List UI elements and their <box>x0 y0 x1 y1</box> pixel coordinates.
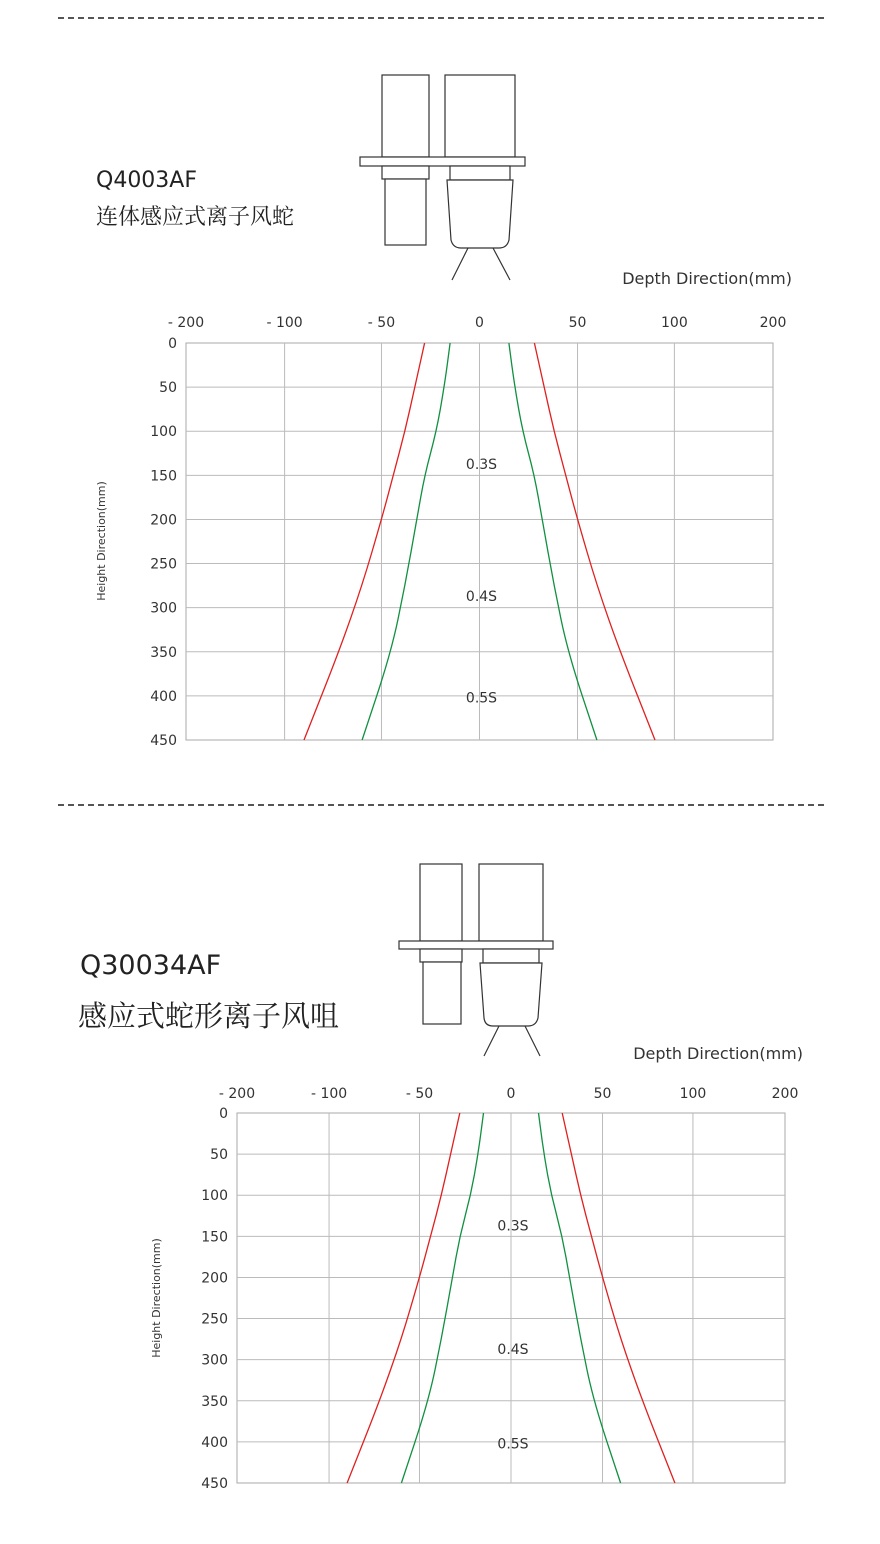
x-tick-label: - 200 <box>167 315 205 331</box>
x-tick-label: 200 <box>771 1086 799 1102</box>
time-annotation: 0.4S <box>497 1341 529 1358</box>
time-annotation: 0.5S <box>465 690 498 707</box>
x-tick-label: 50 <box>593 1086 612 1102</box>
x-tick-label: - 200 <box>218 1086 256 1102</box>
time-annotation: 0.3S <box>497 1218 529 1235</box>
model-name: Q4003AF <box>96 168 198 193</box>
airflow-chart <box>85 260 825 760</box>
y-tick-label: 300 <box>201 1352 228 1369</box>
y-axis-label: Height Direction(mm) <box>95 481 108 601</box>
time-annotation: 0.3S <box>465 456 498 473</box>
time-annotation: 0.4S <box>465 589 498 606</box>
x-tick-label: 0 <box>506 1086 516 1102</box>
x-tick-label: - 50 <box>367 315 396 331</box>
x-tick-label: - 50 <box>405 1086 434 1102</box>
y-tick-label: 200 <box>150 512 177 529</box>
x-tick-label: 200 <box>759 315 787 331</box>
x-tick-label: 0 <box>475 315 484 331</box>
series-line <box>562 1113 675 1483</box>
x-tick-label: 50 <box>568 315 587 331</box>
series-line <box>534 343 655 740</box>
y-tick-label: 250 <box>150 556 177 573</box>
y-tick-label: 0 <box>168 336 177 352</box>
model-subtitle: 感应式蛇形离子风咀 <box>78 999 340 1033</box>
y-tick-label: 200 <box>201 1270 228 1287</box>
x-tick-label: 100 <box>661 315 688 331</box>
series-line <box>347 1113 460 1483</box>
y-tick-label: 400 <box>150 688 177 705</box>
section-divider-middle <box>58 804 824 806</box>
x-axis-label: Depth Direction(mm) <box>622 269 792 288</box>
y-tick-label: 50 <box>210 1147 228 1164</box>
y-tick-label: 400 <box>201 1434 228 1451</box>
model-name: Q30034AF <box>80 950 222 981</box>
y-tick-label: 0 <box>219 1106 228 1122</box>
x-axis-label: Depth Direction(mm) <box>633 1044 803 1063</box>
y-tick-label: 250 <box>201 1311 228 1328</box>
x-tick-label: - 100 <box>310 1086 348 1102</box>
ionizer-device-illustration <box>393 858 563 1063</box>
model-subtitle: 连体感应式离子风蛇 <box>96 205 295 230</box>
y-tick-label: 450 <box>201 1476 228 1492</box>
y-tick-label: 150 <box>150 468 177 485</box>
y-tick-label: 350 <box>150 644 177 661</box>
airflow-chart <box>140 1035 830 1505</box>
y-axis-label: Height Direction(mm) <box>150 1238 163 1358</box>
section-divider-top <box>58 17 824 19</box>
ionizer-device-illustration <box>355 70 530 285</box>
y-tick-label: 100 <box>201 1188 228 1205</box>
y-tick-label: 50 <box>159 380 177 397</box>
y-tick-label: 150 <box>201 1229 228 1246</box>
y-tick-label: 450 <box>150 733 177 749</box>
y-tick-label: 350 <box>201 1393 228 1410</box>
y-tick-label: 100 <box>150 424 177 441</box>
series-line <box>304 343 425 740</box>
y-tick-label: 300 <box>150 600 177 617</box>
time-annotation: 0.5S <box>497 1436 529 1453</box>
x-tick-label: 100 <box>679 1086 707 1102</box>
x-tick-label: - 100 <box>266 315 303 331</box>
